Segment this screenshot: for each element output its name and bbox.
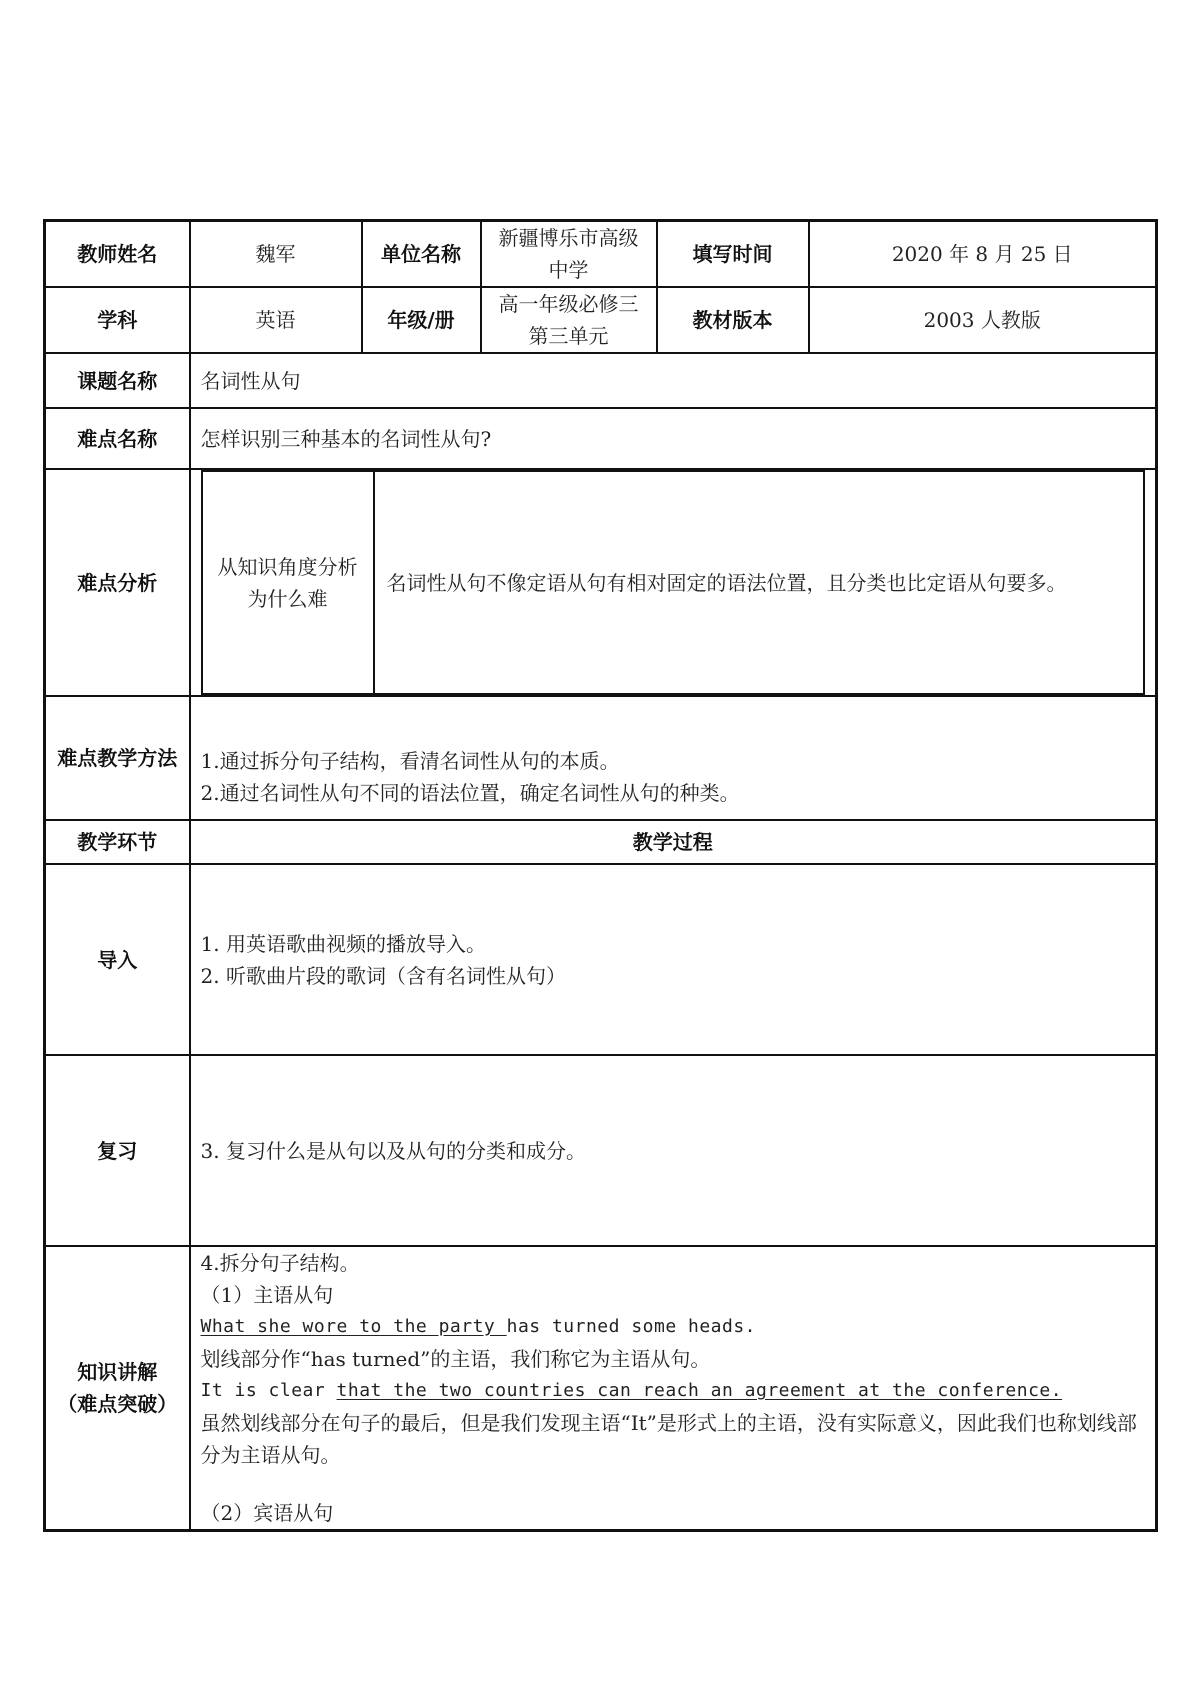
review-item: 3. 复习什么是从句以及从句的分类和成分。 xyxy=(200,1138,586,1163)
subject-value: 英语 xyxy=(190,287,362,353)
unit-label: 单位名称 xyxy=(362,221,481,288)
header-row-2 xyxy=(45,287,1157,353)
unit-value: 新疆博乐市高级中学 xyxy=(481,221,657,288)
blank-line xyxy=(201,1471,1146,1497)
difficulty-label: 难点名称 xyxy=(45,408,190,469)
lesson-plan-sheet xyxy=(43,219,1155,1532)
analysis-label: 难点分析 xyxy=(45,469,190,696)
process-label: 教学过程 xyxy=(190,820,1157,864)
header-row-1 xyxy=(45,221,1157,288)
intro-label: 导入 xyxy=(45,864,190,1055)
intro-row xyxy=(45,864,1157,1055)
review-label: 复习 xyxy=(45,1055,190,1246)
method-content xyxy=(190,696,1157,820)
analysis-text: 名词性从句不像定语从句有相对固定的语法位置，且分类也比定语从句要多。 xyxy=(374,471,1145,694)
example2-underlined: that the two countries can reach an agreement at the conference. xyxy=(336,1380,1063,1401)
object-clause-title: （2）宾语从句 xyxy=(200,1501,334,1525)
example-sentence-2 xyxy=(201,1375,1146,1407)
method-row xyxy=(45,696,1157,820)
example2-start: It is clear xyxy=(200,1380,337,1401)
explanation-2: 虽然划线部分在句子的最后，但是我们发现主语“It”是形式上的主语，没有实际意义，因此我们也称划线部分为主语从句。 xyxy=(200,1411,1137,1467)
example1-underlined: What she wore to the party xyxy=(200,1316,507,1337)
subject-clause-title: （1）主语从句 xyxy=(200,1283,334,1307)
review-row xyxy=(45,1055,1157,1246)
intro-content xyxy=(190,864,1157,1055)
stage-label: 教学环节 xyxy=(45,820,190,864)
method-item: 1.通过拆分句子结构，看清名词性从句的本质。 xyxy=(200,749,620,773)
time-label: 填写时间 xyxy=(657,221,809,288)
knowledge-content xyxy=(190,1246,1157,1531)
method-item: 2.通过名词性从句不同的语法位置，确定名词性从句的种类。 xyxy=(200,781,740,805)
knowledge-label xyxy=(45,1246,190,1531)
lesson-plan-table xyxy=(43,219,1158,1532)
explanation-1: 划线部分作“has turned”的主语，我们称它为主语从句。 xyxy=(200,1347,711,1371)
teacher-value: 魏军 xyxy=(190,221,362,288)
analysis-content xyxy=(190,469,1157,696)
grade-label: 年级/册 xyxy=(362,287,481,353)
topic-label: 课题名称 xyxy=(45,353,190,408)
grade-value: 高一年级必修三第三单元 xyxy=(481,287,657,353)
intro-item: 1. 用英语歌曲视频的播放导入。 xyxy=(200,931,486,956)
analysis-row xyxy=(45,469,1157,696)
time-value: 2020 年 8 月 25 日 xyxy=(809,221,1157,288)
edition-label: 教材版本 xyxy=(657,287,809,353)
method-label: 难点教学方法 xyxy=(45,696,190,820)
review-content xyxy=(190,1055,1157,1246)
knowledge-row xyxy=(45,1246,1157,1531)
edition-value: 2003 人教版 xyxy=(809,287,1157,353)
analysis-nested-table xyxy=(201,470,1146,695)
topic-row xyxy=(45,353,1157,408)
topic-value: 名词性从句 xyxy=(190,353,1157,408)
subject-label: 学科 xyxy=(45,287,190,353)
teacher-label: 教师姓名 xyxy=(45,221,190,288)
knowledge-label-line2: （难点突破） xyxy=(57,1392,178,1416)
example1-rest: has turned some heads. xyxy=(506,1316,757,1337)
process-header-row xyxy=(45,820,1157,864)
difficulty-row xyxy=(45,408,1157,469)
analysis-sub-label: 从知识角度分析为什么难 xyxy=(202,471,374,694)
example-sentence-1 xyxy=(201,1311,1146,1343)
knowledge-label-line1: 知识讲解 xyxy=(77,1360,158,1384)
knowledge-step: 4.拆分句子结构。 xyxy=(200,1251,360,1275)
difficulty-value: 怎样识别三种基本的名词性从句? xyxy=(190,408,1157,469)
intro-item: 2. 听歌曲片段的歌词（含有名词性从句） xyxy=(200,963,566,988)
